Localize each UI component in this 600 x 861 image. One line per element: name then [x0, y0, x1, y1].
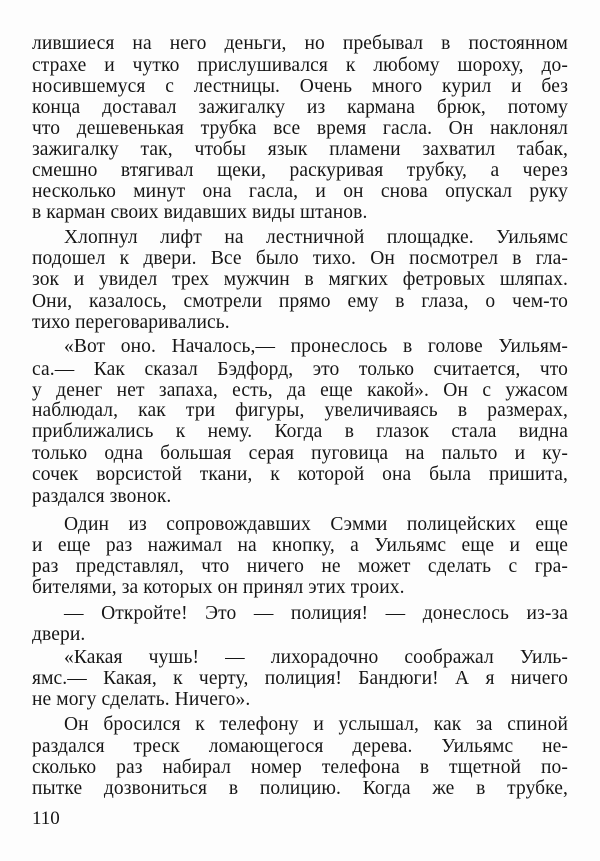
text-line: и еще раз нажимал на кнопку, а Уильямс еще и еще: [32, 535, 568, 556]
text-line: Один из сопровождавших Сэмми полицейских еще: [64, 514, 568, 535]
page-number: 110: [32, 808, 60, 829]
text-line: Он бросился к телефону и услышал, как за спиной: [64, 714, 568, 735]
text-line: раздался треск ломающегося дерева. Уильямс не-: [32, 736, 568, 757]
text-line: не могу сделать. Ничего».: [32, 689, 251, 710]
text-line: приближались к нему. Когда в глазок стала видна: [32, 421, 568, 442]
text-line: только одна большая серая пуговица на пальто и ку-: [32, 443, 568, 464]
text-line: са.— Как сказал Бэдфорд, это только считается, что: [32, 359, 568, 380]
text-line: лившиеся на него деньги, но пребывал в постоянном: [32, 33, 568, 54]
text-line: сочек ворсистой ткани, к которой она была пришита,: [32, 464, 568, 485]
text-line: зажигалку так, чтобы язык пламени захватил табак,: [32, 139, 568, 160]
text-line: страхе и чутко прислушивался к любому шороху, до-: [32, 55, 568, 76]
text-line: подошел к двери. Все было тихо. Он посмотрел в гла-: [32, 248, 568, 269]
text-line: тихо переговаривались.: [32, 312, 230, 333]
text-line: в карман своих видавших виды штанов.: [32, 202, 368, 223]
text-line: ямс.— Какая, к черту, полиция! Бандюги! А я ничего: [32, 668, 568, 689]
text-line: двери.: [32, 624, 86, 645]
text-line: зок и увидел трех мужчин в мягких фетровых шляпах.: [32, 269, 568, 290]
text-line: Хлопнул лифт на лестничной площадке. Уильямс: [64, 227, 568, 248]
text-line: «Какая чушь! — лихорадочно соображал Уиль-: [64, 647, 568, 668]
text-line: смешно втягивал щеки, раскуривая трубку, а через: [32, 160, 568, 181]
text-line: пытке дозвониться в полицию. Когда же в трубке,: [32, 778, 568, 799]
text-line: бителями, за которых он принял этих троих.: [32, 577, 405, 598]
text-line: — Откройте! Это — полиция! — донеслось из-за: [64, 603, 568, 624]
text-line: у денег нет запаха, есть, да еще какой». Он с ужасом: [32, 380, 568, 401]
text-line: раз представлял, что ничего не может сделать с гра-: [32, 556, 568, 577]
text-line: Они, казалось, смотрели прямо ему в глаза, о чем-то: [32, 291, 568, 312]
text-line: несколько минут она гасла, и он снова опускал руку: [32, 181, 568, 202]
text-line: что дешевенькая трубка все время гасла. Он наклонял: [32, 118, 568, 139]
text-line: сколько раз набирал номер телефона в тщетной по-: [32, 757, 568, 778]
text-line: носившемуся с лестницы. Очень много курил и без: [32, 76, 568, 97]
text-line: раздался звонок.: [32, 486, 172, 507]
text-line: наблюдал, как три фигуры, увеличиваясь в размерах,: [32, 400, 568, 421]
text-line: «Вот оно. Началось,— пронеслось в голове Уильям-: [64, 336, 568, 357]
text-line: конца доставал зажигалку из кармана брюк, потому: [32, 97, 568, 118]
